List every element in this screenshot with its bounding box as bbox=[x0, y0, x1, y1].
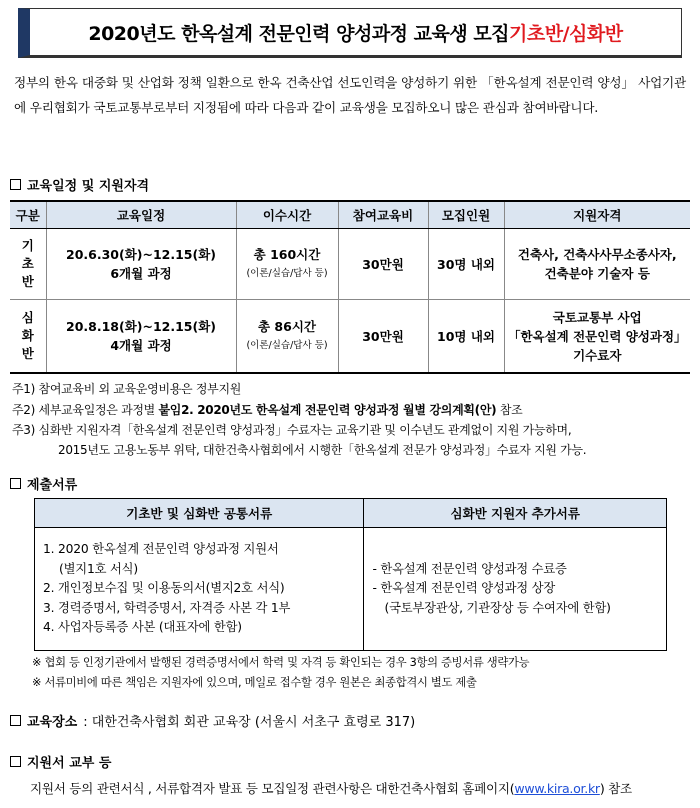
schedule-section-heading: 교육일정 및 지원자격 bbox=[10, 175, 149, 194]
list-item: 4. 사업자등록증 사본 (대표자에 한함) bbox=[43, 620, 242, 635]
row-fee: 30만원 bbox=[338, 229, 428, 300]
row-fee: 30만원 bbox=[338, 300, 428, 374]
application-section-heading: 지원서 교부 등 bbox=[10, 752, 111, 771]
col-header-additional-docs: 심화반 지원자 추가서류 bbox=[364, 499, 667, 528]
list-item: 1. 2020 한옥설계 전문인력 양성과정 지원서 bbox=[43, 542, 279, 557]
list-item: - 한옥설계 전문인력 양성과정 수료증 bbox=[372, 561, 567, 576]
col-header-qualification: 지원자격 bbox=[504, 201, 690, 229]
checkbox-square-icon bbox=[10, 179, 21, 190]
row-type: 기초반 bbox=[10, 229, 46, 300]
row-capacity: 30명 내외 bbox=[428, 229, 504, 300]
remark-1: ※ 협회 등 인정기관에서 발행된 경력증명서에서 학력 및 자격 등 확인되는 경우 3항의 증빙서류 생략가능 bbox=[32, 656, 530, 669]
col-header-capacity: 모집인원 bbox=[428, 201, 504, 229]
row-type: 심화반 bbox=[10, 300, 46, 374]
row-capacity: 10명 내외 bbox=[428, 300, 504, 374]
col-header-type: 구분 bbox=[10, 201, 46, 229]
documents-section-heading: 제출서류 bbox=[10, 474, 77, 493]
homepage-link[interactable]: www.kira.or.kr bbox=[514, 781, 600, 796]
list-item: - 한옥설계 전문인력 양성과정 상장 bbox=[372, 581, 556, 596]
row-period: 20.6.30(화)~12.15(화) 6개월 과정 bbox=[46, 229, 236, 300]
schedule-table bbox=[10, 200, 690, 374]
common-docs-list bbox=[35, 528, 364, 651]
title-main: 2020년도 한옥설계 전문인력 양성과정 교육생 모집 bbox=[88, 22, 510, 45]
col-header-fee: 참여교육비 bbox=[338, 201, 428, 229]
additional-docs-list bbox=[364, 528, 667, 651]
checkbox-square-icon bbox=[10, 715, 21, 726]
checkbox-square-icon bbox=[10, 756, 21, 767]
application-info: 지원서 등의 관련서식 , 서류합격자 발표 등 모집일정 관련사항은 대한건축사협회 홈페이지(www.kira.or.kr) 참조 bbox=[30, 781, 632, 796]
checkbox-square-icon bbox=[10, 478, 21, 489]
row-qualification: 건축사, 건축사사무소종사자, 건축분야 기술자 등 bbox=[504, 229, 690, 300]
col-header-common-docs: 기초반 및 심화반 공통서류 bbox=[35, 499, 364, 528]
table-row bbox=[10, 300, 690, 374]
page-title bbox=[18, 8, 682, 58]
col-header-period: 교육일정 bbox=[46, 201, 236, 229]
title-highlight: 기초반/심화반 bbox=[509, 22, 623, 45]
intro-paragraph: 정부의 한옥 대중화 및 산업화 정책 일환으로 한옥 건축산업 선도인력을 양성하기 위한 「한옥설계 전문인력 양성」 사업기관에 우리협회가 국토교통부로부터 지정됨에 따라 다음과 같이 교육생을 모집하오니 많은 관심과 참여바랍니다. bbox=[14, 75, 686, 115]
note-3-line-1: 주3) 심화반 지원자격「한옥설계 전문인력 양성과정」수료자는 교육기관 및 이수년도 관계없이 지원 가능하며, bbox=[12, 423, 572, 437]
documents-header-row bbox=[35, 499, 667, 528]
col-header-hours: 이수시간 bbox=[236, 201, 338, 229]
education-place: 교육장소 : 대한건축사협회 회관 교육장 (서울시 서초구 효령로 317) bbox=[10, 711, 415, 730]
list-item: 2. 개인정보수집 및 이용동의서(별지2호 서식) bbox=[43, 581, 285, 596]
remark-2: ※ 서류미비에 따른 책임은 지원자에 있으며, 메일로 접수할 경우 원본은 최종합격시 별도 제출 bbox=[32, 676, 477, 689]
row-hours: 총 160시간 (이론/실습/답사 등) bbox=[236, 229, 338, 300]
note-1: 주1) 참여교육비 외 교육운영비용은 정부지원 bbox=[12, 382, 242, 396]
list-item: (별지1호 서식) bbox=[59, 561, 138, 576]
row-hours: 총 86시간 (이론/실습/답사 등) bbox=[236, 300, 338, 374]
documents-table bbox=[34, 498, 667, 651]
note-3-line-2: 2015년도 고용노동부 위탁, 대한건축사협회에서 시행한「한옥설계 전문가 양성과정」수료자 지원 가능. bbox=[58, 443, 587, 457]
schedule-header-row bbox=[10, 201, 690, 229]
row-qualification: 국토교통부 사업 「한옥설계 전문인력 양성과정」 기수료자 bbox=[504, 300, 690, 374]
list-item: (국토부장관상, 기관장상 등 수여자에 한함) bbox=[384, 600, 611, 615]
row-period: 20.8.18(화)~12.15(화) 4개월 과정 bbox=[46, 300, 236, 374]
list-item: 3. 경력증명서, 학력증명서, 자격증 사본 각 1부 bbox=[43, 600, 291, 615]
note-2: 주2) 세부교육일정은 과정별 붙임2. 2020년도 한옥설계 전문인력 양성과정 월별 강의계획(안) 참조 bbox=[12, 403, 523, 417]
table-row bbox=[35, 528, 667, 651]
table-row bbox=[10, 229, 690, 300]
